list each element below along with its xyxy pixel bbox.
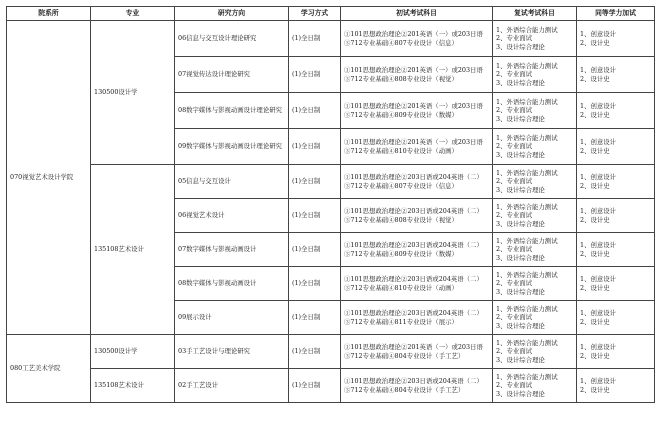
retest-cell: 1、外语综合能力测试 2、专业面试 3、设计综合理论 [493, 93, 577, 129]
retest-cell: 1、外语综合能力测试 2、专业面试 3、设计综合理论 [493, 369, 577, 403]
retest-cell: 1、外语综合能力测试 2、专业面试 3、设计综合理论 [493, 301, 577, 335]
mode-cell: (1)全日制 [289, 199, 341, 233]
exam-cell: ①101思想政治理论②201英语（一）或203日语 ③712专业基础④810专业设计（动画） [341, 129, 493, 165]
mode-cell: (1)全日制 [289, 165, 341, 199]
direction-cell: 06视觉艺术设计 [175, 199, 289, 233]
exam-cell: ①101思想政治理论②203日语或204英语（二） ③712专业基础④809专业设计（数媒） [341, 233, 493, 267]
equiv-cell: 1、创意设计 2、设计史 [577, 369, 655, 403]
retest-cell: 1、外语综合能力测试 2、专业面试 3、设计综合理论 [493, 267, 577, 301]
college-cell: 070视觉艺术设计学院 [7, 21, 91, 335]
retest-cell: 1、外语综合能力测试 2、专业面试 3、设计综合理论 [493, 57, 577, 93]
header-retest: 复试考试科目 [493, 7, 577, 21]
retest-cell: 1、外语综合能力测试 2、专业面试 3、设计综合理论 [493, 21, 577, 57]
header-row [7, 7, 655, 21]
equiv-cell: 1、创意设计 2、设计史 [577, 165, 655, 199]
mode-cell: (1)全日制 [289, 93, 341, 129]
exam-cell: ①101思想政治理论②203日语或204英语（二） ③712专业基础④808专业设计（视觉） [341, 199, 493, 233]
equiv-cell: 1、创意设计 2、设计史 [577, 267, 655, 301]
equiv-cell: 1、创意设计 2、设计史 [577, 21, 655, 57]
direction-cell: 09数字媒体与影视动画设计理论研究 [175, 129, 289, 165]
major-cell: 135108艺术设计 [91, 369, 175, 403]
mode-cell: (1)全日制 [289, 267, 341, 301]
mode-cell: (1)全日制 [289, 57, 341, 93]
table-row [7, 21, 655, 57]
exam-cell: ①101思想政治理论②201英语（一）或203日语 ③712专业基础④807专业设计（信息） [341, 21, 493, 57]
header-mode: 学习方式 [289, 7, 341, 21]
mode-cell: (1)全日制 [289, 21, 341, 57]
direction-cell: 07数字媒体与影视动画设计 [175, 233, 289, 267]
equiv-cell: 1、创意设计 2、设计史 [577, 301, 655, 335]
mode-cell: (1)全日制 [289, 335, 341, 369]
direction-cell: 07视觉传达设计理论研究 [175, 57, 289, 93]
exam-cell: ①101思想政治理论②203日语或204英语（二） ③712专业基础④810专业设计（动画） [341, 267, 493, 301]
direction-cell: 05信息与交互设计 [175, 165, 289, 199]
major-cell: 130500设计学 [91, 21, 175, 165]
header-direction: 研究方向 [175, 7, 289, 21]
admissions-table [6, 6, 655, 403]
retest-cell: 1、外语综合能力测试 2、专业面试 3、设计综合理论 [493, 165, 577, 199]
direction-cell: 06信息与交互设计理论研究 [175, 21, 289, 57]
exam-cell: ①101思想政治理论②203日语或204英语（二） ③712专业基础④804专业设计（手工艺） [341, 369, 493, 403]
direction-cell: 08数字媒体与影视动画设计理论研究 [175, 93, 289, 129]
table-row [7, 369, 655, 403]
mode-cell: (1)全日制 [289, 369, 341, 403]
equiv-cell: 1、创意设计 2、设计史 [577, 93, 655, 129]
major-cell: 130500设计学 [91, 335, 175, 369]
college-cell: 080工艺美术学院 [7, 335, 91, 403]
major-cell: 135108艺术设计 [91, 165, 175, 335]
header-major: 专业 [91, 7, 175, 21]
header-exam: 初试考试科目 [341, 7, 493, 21]
exam-cell: ①101思想政治理论②201英语（一）或203日语 ③712专业基础④804专业设计（手工艺） [341, 335, 493, 369]
retest-cell: 1、外语综合能力测试 2、专业面试 3、设计综合理论 [493, 129, 577, 165]
mode-cell: (1)全日制 [289, 301, 341, 335]
table-row [7, 335, 655, 369]
retest-cell: 1、外语综合能力测试 2、专业面试 3、设计综合理论 [493, 233, 577, 267]
direction-cell: 08数字媒体与影视动画设计 [175, 267, 289, 301]
retest-cell: 1、外语综合能力测试 2、专业面试 3、设计综合理论 [493, 199, 577, 233]
exam-cell: ①101思想政治理论②203日语或204英语（二） ③712专业基础④807专业设计（信息） [341, 165, 493, 199]
equiv-cell: 1、创意设计 2、设计史 [577, 129, 655, 165]
table-row [7, 165, 655, 199]
mode-cell: (1)全日制 [289, 129, 341, 165]
exam-cell: ①101思想政治理论②201英语（一）或203日语 ③712专业基础④808专业设计（视觉） [341, 57, 493, 93]
equiv-cell: 1、创意设计 2、设计史 [577, 335, 655, 369]
header-college: 院系所 [7, 7, 91, 21]
exam-cell: ①101思想政治理论②201英语（一）或203日语 ③712专业基础④809专业设计（数媒） [341, 93, 493, 129]
equiv-cell: 1、创意设计 2、设计史 [577, 233, 655, 267]
header-equiv: 同等学力加试 [577, 7, 655, 21]
direction-cell: 09展示设计 [175, 301, 289, 335]
direction-cell: 03手工艺设计与理论研究 [175, 335, 289, 369]
exam-cell: ①101思想政治理论②203日语或204英语（二） ③712专业基础④811专业设计（展示） [341, 301, 493, 335]
retest-cell: 1、外语综合能力测试 2、专业面试 3、设计综合理论 [493, 335, 577, 369]
equiv-cell: 1、创意设计 2、设计史 [577, 199, 655, 233]
equiv-cell: 1、创意设计 2、设计史 [577, 57, 655, 93]
mode-cell: (1)全日制 [289, 233, 341, 267]
direction-cell: 02手工艺设计 [175, 369, 289, 403]
